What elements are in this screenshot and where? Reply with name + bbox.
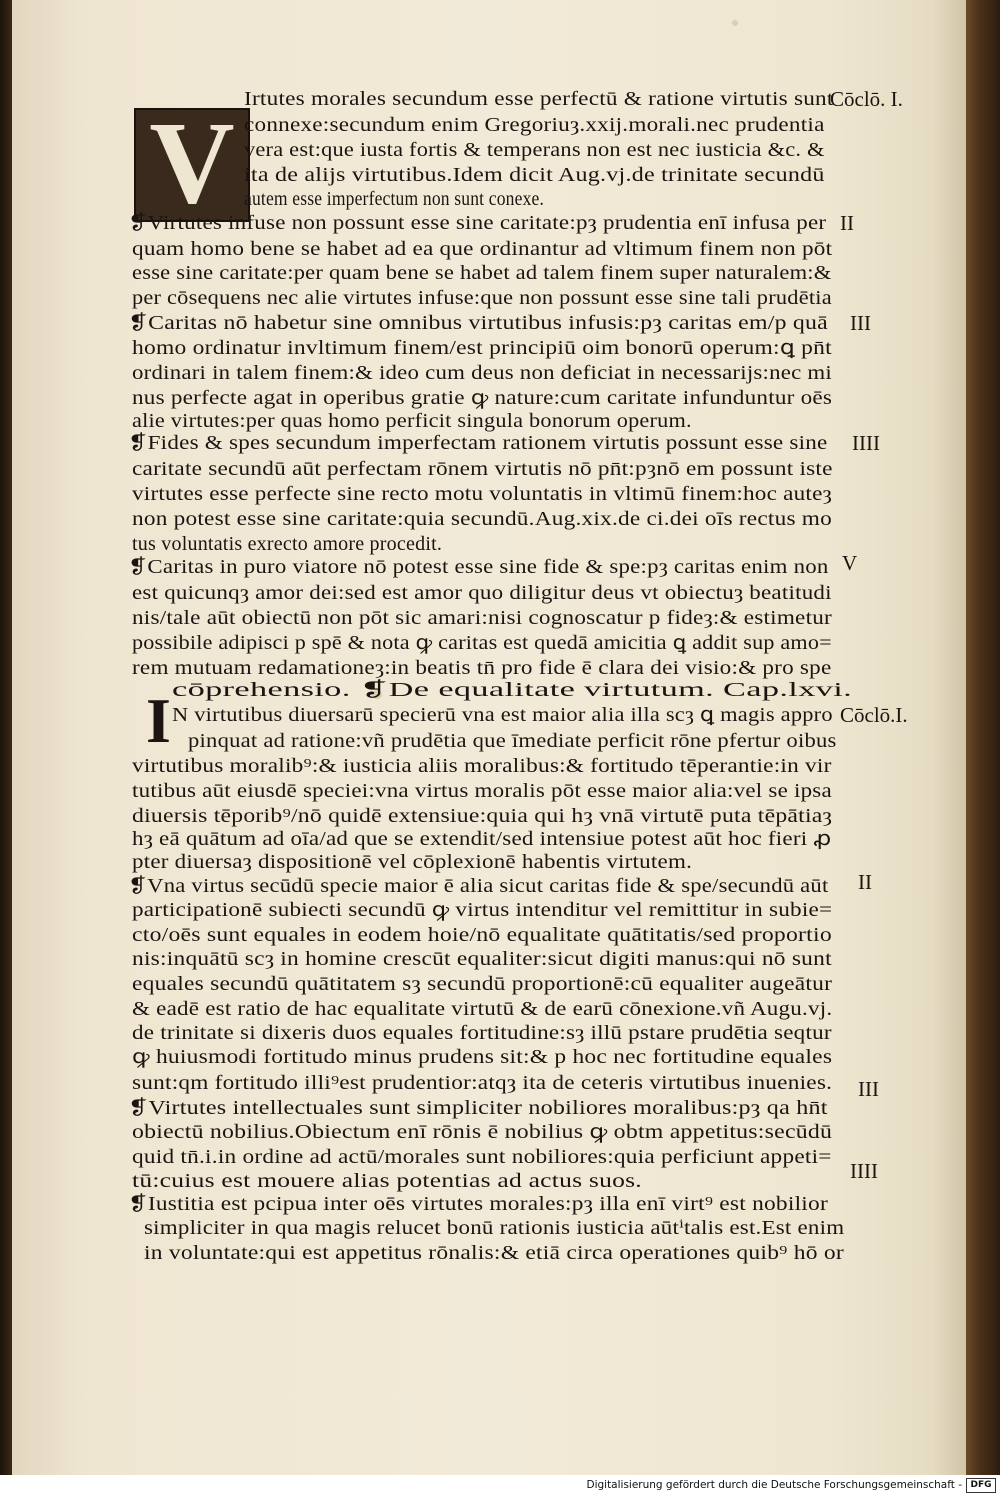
dfg-logo: DFG (966, 1478, 996, 1493)
text-line: ordinari in talem finem:& ideo cum deus non deficiat in necessarijs:nec mi (132, 362, 833, 384)
decorated-initial-v (134, 97, 250, 228)
margin-note: Cōclō. I. (830, 87, 903, 111)
text-line: in voluntate:qui est appetitus rōnalis:& etiā circa operationes quib⁹ hō or (144, 1242, 844, 1264)
text-line: virtutibus moralib⁹:& iusticia aliis moralibus:& fortitudo tēperantie:in vir (132, 755, 832, 777)
margin-note: III (850, 311, 871, 335)
funding-note: Digitalisierung gefördert durch die Deutsche Forschungsgemeinschaft - (586, 1479, 962, 1491)
text-line: ita de alijs virtutibus.Idem dicit Aug.vj.de trinitate secundū (244, 164, 825, 186)
text-line: virtutes esse perfecte sine recto motu voluntatis in vltimū finem:hoc auteȝ (132, 483, 832, 505)
margin-note: IIII (850, 1159, 878, 1183)
text-line: hȝ eā quātum ad oīa/ad que se extendit/sed intensiue potest aūt hoc fieri ꝓ (132, 828, 832, 850)
text-line: homo ordinatur invltimum finem/est principiū oim bonorū operum:ꝗ pn̄t (132, 337, 832, 359)
text-line: pter diuersaȝ dispositionē vel cōplexionē habentis virtutem. (132, 851, 693, 873)
text-line: ❡Caritas nō habetur sine omnibus virtutibus infusis:pȝ caritas em/p quā (128, 312, 828, 334)
text-line: & eadē est ratio de hac equalitate virtutū & de earū cōnexione.vñ Augu.vj. (132, 998, 833, 1020)
text-line: obiectū nobilius.Obiectum enī rōnis ē nobilius ꝙ obtm appetitus:secūdū (132, 1121, 833, 1143)
text-line: alie virtutes:per quas homo perficit singula bonorum operum. (132, 410, 692, 432)
text-line: nis:inquātū scȝ in homine crescūt equaliter:sicut digiti manus:qui nō sunt (132, 948, 832, 970)
text-line: caritate secundū aūt perfectam rōnem virtutis nō pn̄t:pȝnō em possunt iste (132, 458, 833, 480)
text-line: tutibus aūt eiusdē speciei:vna virtus moralis pōt esse maior alia:vel se ipsa (132, 780, 832, 802)
text-line: ❡Virtutes infuse non possunt esse sine caritate:pȝ prudentia enī infusa per (128, 212, 827, 234)
margin-note: II (858, 870, 872, 894)
text-line: quam homo bene se habet ad ea que ordinantur ad vltimum finem non pōt (132, 238, 833, 260)
text-line: cto/oēs sunt equales in eodem hoie/nō equalitate quātitatis/sed proportio (132, 924, 832, 946)
margin-note: Cōclō.I. (840, 703, 908, 727)
text-line: participationē subiecti secundū ꝙ virtus intenditur vel remittitur in subie= (132, 899, 833, 921)
text-line: ❡Vna virtus secūdū specie maior ē alia sicut caritas fide & spe/secundū aūt (128, 875, 829, 897)
text-line: ❡Iustitia est pcipua inter oēs virtutes morales:pȝ illa enī virt⁹ est nobilior (128, 1193, 828, 1215)
footer-bar (0, 1475, 1000, 1498)
text-line: N virtutibus diuersarū specierū vna est maior alia illa scȝ ꝗ magis appro (172, 704, 833, 726)
text-line: nis/tale aūt obiectū non pōt sic amari:nisi cognoscatur p fideȝ:& estimetur (132, 607, 832, 629)
text-line: simpliciter in qua magis relucet bonū rationis iusticia aūtⁱtalis est.Est enim (144, 1217, 845, 1239)
margin-note: II (840, 211, 854, 235)
book-page (12, 0, 970, 1475)
text-line: ❡Fides & spes secundum imperfectam rationem virtutis possunt esse sine (128, 432, 828, 454)
text-line: autem esse imperfectum non sunt conexe. (244, 188, 545, 210)
text-line: per cōsequens nec alie virtutes infuse:que non possunt esse sine tali prudētia (132, 287, 832, 309)
text-line: diuersis tēporib⁹/nō quidē extensiue:quia qui hȝ vnā virtutē puta tēpātiaȝ (132, 805, 833, 827)
text-line: tū:cuius est mouere alias potentias ad actus suos. (132, 1170, 642, 1192)
binding-edge (0, 0, 12, 1475)
margin-note: V (842, 551, 858, 575)
text-line: non potest esse sine caritate:quia secundū.Aug.xix.de ci.dei oīs rectus mo (132, 508, 832, 530)
initial-letter: V (149, 97, 235, 228)
text-line: ❡Virtutes intellectuales sunt simpliciter nobiliores moralibus:pȝ qa hn̄t (128, 1097, 828, 1119)
text-line: quid tn̄.i.in ordine ad actū/morales sunt nobiliores:quia perficiunt appeti= (132, 1146, 832, 1168)
text-line: cōprehensio. ❡De equalitate virtutum. Cap.lxvi. (172, 679, 853, 701)
text-line: est quicunqȝ amor dei:sed est amor quo diligitur deus vt obiectuȝ beatitudi (132, 582, 832, 604)
text-line: connexe:secundum enim Gregoriuȝ.xxij.morali.nec prudentia (244, 114, 825, 136)
text-line: vera est:que iusta fortis & temperans non est nec iusticia &c. & (244, 139, 825, 161)
text-line: Irtutes morales secundum esse perfectū & ratione virtutis sunt (244, 88, 834, 110)
paper-stain (732, 20, 738, 26)
text-line: esse sine caritate:per quam bene se habet ad talem finem super naturalem:& (132, 262, 832, 284)
text-line: rem mutuam redamationeȝ:in beatis tn̄ pro fide ē clara dei visio:& pro spe (132, 657, 832, 679)
margin-note: IIII (852, 431, 880, 455)
text-line: nus perfecte agat in operibus gratie ꝙ nature:cum caritate infunduntur oēs (132, 387, 833, 409)
text-line: de trinitate si dixeris duos equales fortitudine:sȝ illū pstare prudētia seqtur (132, 1022, 832, 1044)
margin-note: III (858, 1077, 879, 1101)
text-line: possibile adipisci p spē & nota ꝙ caritas est quedā amicitia ꝗ addit sup amo= (132, 632, 832, 654)
text-line: ❡Caritas in puro viatore nō potest esse sine fide & spe:pȝ caritas enim non (128, 556, 829, 578)
initial-letter: I (146, 685, 171, 756)
text-line: sunt:qm fortitudo illi⁹est prudentior:atqȝ ita de ceteris virtutibus inuenies. (132, 1072, 833, 1094)
text-line: tus voluntatis exrecto amore procedit. (132, 533, 443, 555)
book-cover-edge (966, 0, 1000, 1475)
text-line: equales secundū quātitatem sȝ secundū proportionē:cū equaliter augeātur (132, 973, 833, 995)
text-line: pinquat ad ratione:vñ prudētia que īmediate perficit rōne pfertur oibus (188, 730, 837, 752)
text-line: ꝙ huiusmodi fortitudo minus prudens sit:& p hoc nec fortitudine equales (132, 1046, 833, 1068)
